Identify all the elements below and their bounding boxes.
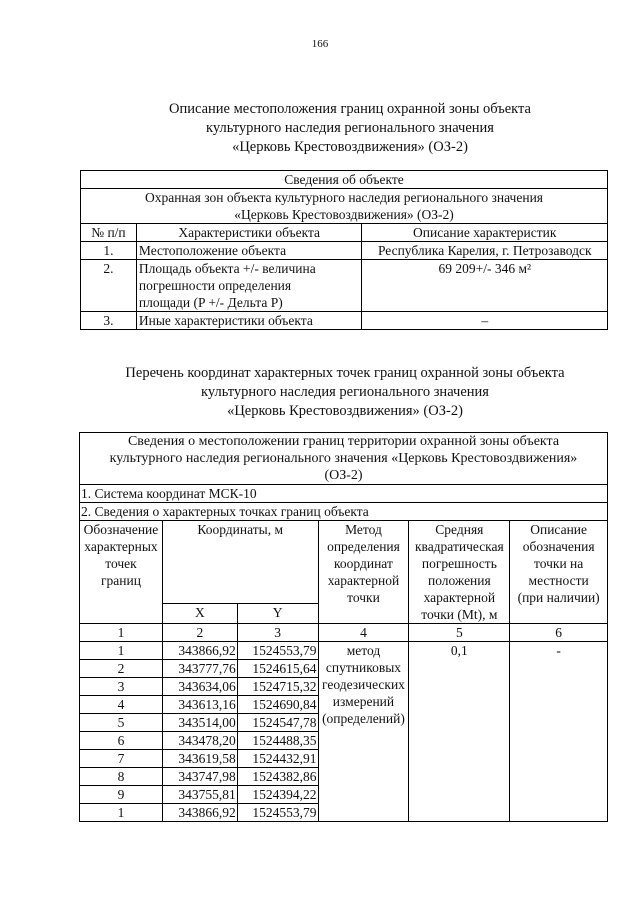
method-line: измерений <box>332 694 395 709</box>
point-id: 1 <box>80 642 163 660</box>
point-y: 1524394,22 <box>237 786 318 804</box>
section1-title <box>0 100 640 157</box>
header-text: координат <box>334 556 393 571</box>
col-x: X <box>162 604 237 624</box>
table-row <box>81 242 608 260</box>
description-cell: - <box>510 642 608 822</box>
col-error <box>409 521 510 624</box>
header-text: границ <box>100 573 141 588</box>
header-text: Средняя <box>435 522 484 537</box>
header-text: определения <box>327 539 400 554</box>
header-text: характерных <box>84 539 158 554</box>
column-number: 5 <box>409 624 510 642</box>
header-text: характерной <box>423 590 496 605</box>
row-value: Республика Карелия, г. Петрозаводск <box>362 242 608 260</box>
column-header: Характеристики объекта <box>136 224 362 242</box>
point-x: 343777,76 <box>162 660 237 678</box>
coordinates-header <box>80 433 608 485</box>
point-id: 2 <box>80 660 163 678</box>
column-numbers-row <box>80 624 608 642</box>
table-row <box>81 312 608 330</box>
col-coordinates: Координаты, м <box>162 521 318 604</box>
col-y: Y <box>237 604 318 624</box>
row-number: 1. <box>81 242 137 260</box>
section2-title-line: «Церковь Крестовоздвижения» (ОЗ-2) <box>227 403 463 419</box>
point-y: 1524553,79 <box>237 804 318 822</box>
error-cell: 0,1 <box>409 642 510 822</box>
section2-title-line: Перечень координат характерных точек границ охранной зоны объекта <box>125 365 565 381</box>
method-line: (определений) <box>322 711 405 726</box>
point-y: 1524432,91 <box>237 750 318 768</box>
point-y: 1524553,79 <box>237 642 318 660</box>
header-line: Сведения о местоположении границ территории охранной зоны объекта <box>127 434 560 449</box>
column-number: 6 <box>510 624 608 642</box>
column-number: 1 <box>80 624 163 642</box>
characteristic-line: Площадь объекта +/- величина <box>138 261 316 276</box>
point-x: 343619,58 <box>162 750 237 768</box>
object-info-header: Сведения об объекте <box>81 171 608 189</box>
characteristic-line: площади (P +/- Дельта P) <box>138 295 283 310</box>
header-text: характерной <box>327 573 400 588</box>
point-id: 5 <box>80 714 163 732</box>
point-x: 343478,20 <box>162 732 237 750</box>
point-x: 343755,81 <box>162 786 237 804</box>
row-characteristic: Иные характеристики объекта <box>136 312 362 330</box>
header-text: Метод <box>345 522 382 537</box>
header-text: квадратическая <box>414 539 504 554</box>
point-id: 9 <box>80 786 163 804</box>
col-method <box>318 521 409 624</box>
header-text: точек <box>105 556 137 571</box>
coordinates-table <box>79 432 608 822</box>
header-text: точки на <box>533 556 584 571</box>
row-value: 69 209+/- 346 м² <box>362 260 608 312</box>
method-line: геодезических <box>321 677 405 692</box>
header-text: местности <box>528 573 589 588</box>
header-text: Описание <box>530 522 588 537</box>
points-header: 2. Сведения о характерных точках границ объекта <box>80 503 608 521</box>
characteristic-line: погрешности определения <box>138 278 292 293</box>
section1-title-line: Описание местоположения границ охранной зоны объекта <box>169 101 531 117</box>
table-row <box>80 642 608 660</box>
object-info-table <box>80 170 608 330</box>
row-value: – <box>362 312 608 330</box>
point-x: 343747,98 <box>162 768 237 786</box>
point-y: 1524690,84 <box>237 696 318 714</box>
row-characteristic <box>136 260 362 312</box>
header-text: обозначения <box>522 539 595 554</box>
column-header: Описание характеристик <box>362 224 608 242</box>
point-y: 1524615,64 <box>237 660 318 678</box>
point-y: 1524547,78 <box>237 714 318 732</box>
page-number: 166 <box>311 38 329 50</box>
section1-title-line: «Церковь Крестовоздвижения» (ОЗ-2) <box>232 139 468 155</box>
header-line: культурного наследия регионального значения «Церковь Крестовоздвижения» <box>109 451 578 466</box>
header-text: точки (Mt), м <box>421 607 498 622</box>
header-text: погрешность <box>421 556 497 571</box>
point-id: 4 <box>80 696 163 714</box>
column-number: 2 <box>162 624 237 642</box>
col-designation <box>80 521 163 624</box>
method-line: метод <box>346 643 381 658</box>
section1-title-line: культурного наследия регионального значения <box>206 120 494 136</box>
point-x: 343514,00 <box>162 714 237 732</box>
point-x: 343613,16 <box>162 696 237 714</box>
header-text: точки <box>347 590 380 605</box>
row-number: 3. <box>81 312 137 330</box>
point-id: 1 <box>80 804 163 822</box>
method-cell <box>318 642 409 822</box>
header-text: положения <box>427 573 491 588</box>
coordinate-system: 1. Система координат МСК-10 <box>80 485 608 503</box>
section2-title <box>0 364 640 421</box>
method-line: спутниковых <box>325 660 402 675</box>
object-info-subheader <box>81 189 608 224</box>
point-y: 1524382,86 <box>237 768 318 786</box>
section2-title-line: культурного наследия регионального значения <box>201 384 489 400</box>
column-number: 3 <box>237 624 318 642</box>
header-text: Обозначение <box>83 522 159 537</box>
column-header: № п/п <box>81 224 137 242</box>
header-line: (ОЗ-2) <box>324 468 363 483</box>
point-x: 343866,92 <box>162 642 237 660</box>
point-y: 1524488,35 <box>237 732 318 750</box>
point-x: 343634,06 <box>162 678 237 696</box>
subheader-line: «Церковь Крестовоздвижения» (ОЗ-2) <box>234 207 454 222</box>
point-y: 1524715,32 <box>237 678 318 696</box>
point-x: 343866,92 <box>162 804 237 822</box>
point-id: 8 <box>80 768 163 786</box>
point-id: 6 <box>80 732 163 750</box>
header-text: (при наличии) <box>517 590 600 605</box>
row-characteristic: Местоположение объекта <box>136 242 362 260</box>
row-number: 2. <box>81 260 137 312</box>
point-id: 3 <box>80 678 163 696</box>
column-number: 4 <box>318 624 409 642</box>
point-id: 7 <box>80 750 163 768</box>
table-row <box>81 260 608 312</box>
subheader-line: Охранная зон объекта культурного наследия регионального значения <box>144 190 544 205</box>
col-description <box>510 521 608 624</box>
